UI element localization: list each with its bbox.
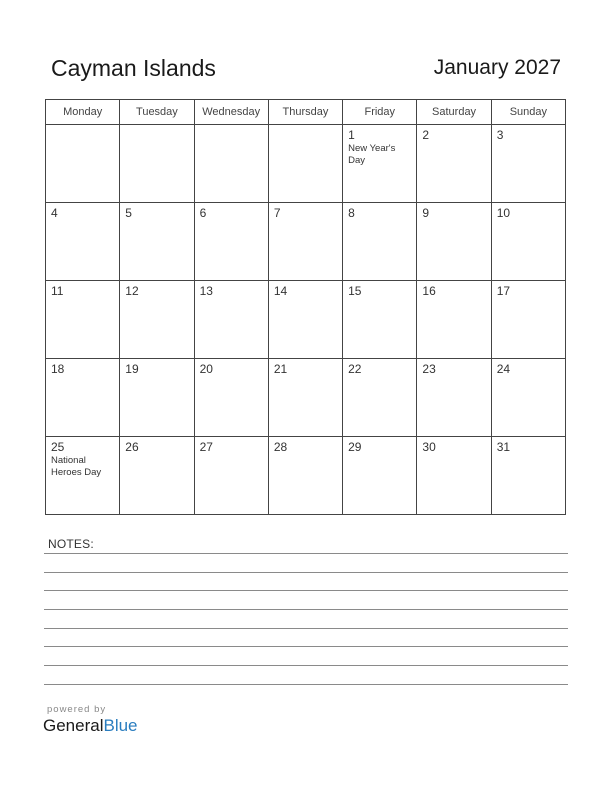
calendar-day-cell <box>417 437 491 515</box>
day-number: 27 <box>199 440 213 454</box>
calendar-day-cell <box>268 359 342 437</box>
day-number: 1 <box>348 128 355 142</box>
day-number: 21 <box>273 362 288 376</box>
brand-general: General <box>43 716 104 735</box>
calendar-day-cell <box>120 125 194 203</box>
calendar-day-cell <box>268 125 342 203</box>
weekday-header: Saturday <box>417 100 491 125</box>
holiday-label: New Year's Day <box>348 143 396 166</box>
day-number: 30 <box>422 440 436 454</box>
day-number: 26 <box>125 440 139 454</box>
calendar-day-cell <box>120 203 194 281</box>
calendar-week-row <box>46 203 566 281</box>
note-line <box>44 665 568 666</box>
calendar-day-cell <box>417 203 491 281</box>
calendar-day-cell <box>343 203 417 281</box>
note-line <box>44 590 568 591</box>
day-number: 16 <box>422 284 436 298</box>
calendar-month-title: January 2027 <box>433 56 561 79</box>
note-line <box>44 553 568 554</box>
powered-by-text: powered by <box>47 704 107 715</box>
calendar-day-cell <box>120 359 194 437</box>
day-number: 2 <box>422 128 430 142</box>
generalblue-logo <box>43 716 138 736</box>
calendar-day-cell <box>194 437 268 515</box>
calendar-day-cell <box>46 125 120 203</box>
calendar-day-cell <box>343 281 417 359</box>
calendar-day-cell <box>343 437 417 515</box>
day-number: 11 <box>51 284 64 298</box>
day-number: 6 <box>199 206 207 220</box>
weekday-header: Friday <box>343 100 417 125</box>
calendar-day-cell <box>194 125 268 203</box>
day-number: 9 <box>422 206 430 220</box>
calendar-day-cell <box>491 203 565 281</box>
day-number: 8 <box>348 206 355 220</box>
calendar-day-cell <box>343 359 417 437</box>
day-number: 12 <box>125 284 139 298</box>
note-line <box>44 684 568 685</box>
day-number: 10 <box>496 206 511 220</box>
calendar-day-cell <box>268 437 342 515</box>
note-line <box>44 609 568 610</box>
calendar-day-cell <box>120 437 194 515</box>
weekday-header-row <box>46 100 566 125</box>
day-number: 28 <box>273 440 288 454</box>
day-number: 18 <box>51 362 65 376</box>
calendar-day-cell <box>46 359 120 437</box>
calendar-day-cell <box>491 437 565 515</box>
day-number: 13 <box>199 284 213 298</box>
calendar-day-cell <box>194 203 268 281</box>
calendar-week-row <box>46 437 566 515</box>
day-number: 31 <box>496 440 511 454</box>
note-line <box>44 572 568 573</box>
day-number: 20 <box>199 362 213 376</box>
brand-blue: Blue <box>103 716 138 735</box>
note-line <box>44 646 568 647</box>
day-number: 14 <box>273 284 288 298</box>
calendar-day-cell <box>343 125 417 203</box>
calendar-country-title: Cayman Islands <box>51 55 216 81</box>
calendar-day-cell <box>491 281 565 359</box>
day-number: 23 <box>422 362 436 376</box>
day-number: 24 <box>496 362 511 376</box>
calendar-week-row <box>46 359 566 437</box>
day-number: 22 <box>348 362 362 376</box>
calendar-week-row <box>46 281 566 359</box>
calendar-day-cell <box>268 281 342 359</box>
calendar-day-cell <box>491 125 565 203</box>
calendar-day-cell <box>194 359 268 437</box>
note-line <box>44 628 568 629</box>
calendar-day-cell <box>46 203 120 281</box>
day-number: 19 <box>125 362 139 376</box>
notes-label: NOTES: <box>48 537 94 551</box>
weekday-header: Tuesday <box>120 100 194 125</box>
weekday-header: Thursday <box>268 100 342 125</box>
calendar-week-row <box>46 125 566 203</box>
calendar-day-cell <box>417 281 491 359</box>
weekday-header: Sunday <box>491 100 565 125</box>
day-number: 25 <box>51 440 65 454</box>
calendar-grid <box>45 99 566 515</box>
day-number: 4 <box>51 206 58 220</box>
weekday-header: Monday <box>46 100 120 125</box>
weekday-header: Wednesday <box>194 100 268 125</box>
calendar-day-cell <box>268 203 342 281</box>
day-number: 7 <box>273 206 281 220</box>
calendar-day-cell <box>120 281 194 359</box>
day-number: 3 <box>496 128 504 142</box>
calendar-day-cell <box>417 125 491 203</box>
day-number: 17 <box>496 284 511 298</box>
day-number: 5 <box>125 206 132 220</box>
calendar-day-cell <box>46 281 120 359</box>
calendar-day-cell <box>417 359 491 437</box>
day-number: 29 <box>348 440 362 454</box>
calendar-day-cell <box>194 281 268 359</box>
day-number: 15 <box>348 284 362 298</box>
calendar-day-cell <box>46 437 120 515</box>
holiday-label: National Heroes Day <box>51 455 102 478</box>
calendar-day-cell <box>491 359 565 437</box>
